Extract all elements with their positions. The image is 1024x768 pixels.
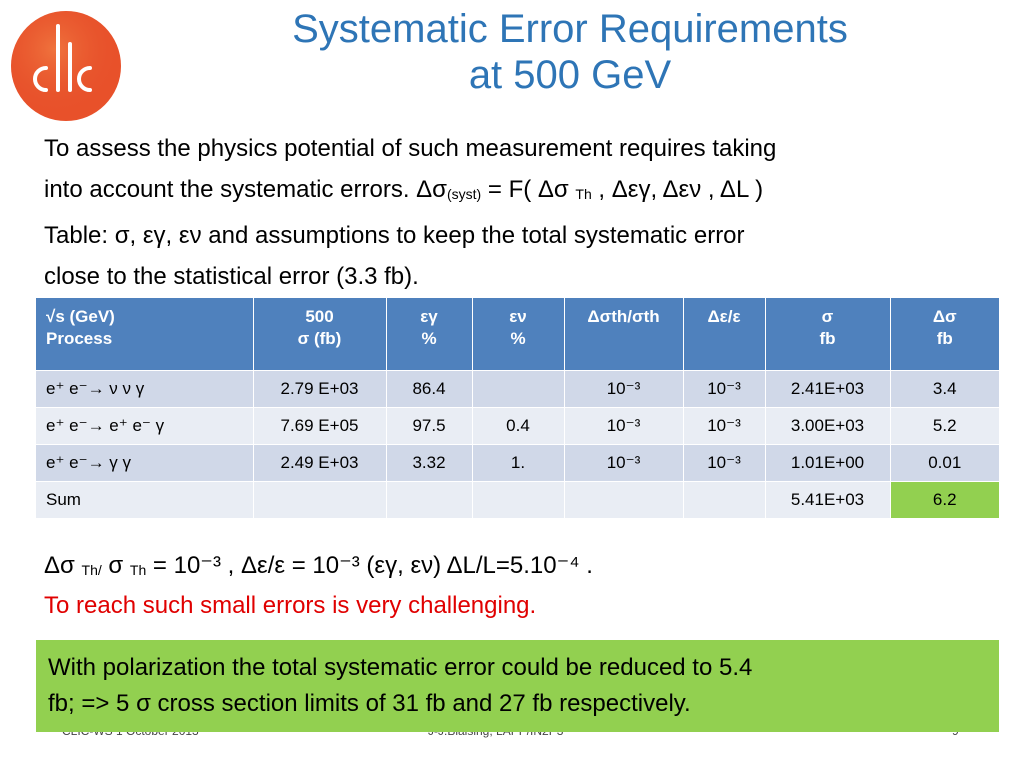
table-cell: 2.41E+03 <box>765 370 890 407</box>
table-cell <box>564 481 683 518</box>
table-cell <box>683 481 765 518</box>
table-cell: 5.2 <box>890 407 999 444</box>
formula-text-a: Δσ <box>44 552 82 579</box>
header-eff-nu-label: εν <box>509 307 527 326</box>
intro-line-2-text-a: into account the systematic errors. Δσ <box>44 176 447 203</box>
table-cell-sum-sigma: 5.41E+03 <box>765 481 890 518</box>
table-cell: 0.4 <box>472 407 564 444</box>
header-500: 500 <box>305 307 334 326</box>
header-sigma-label: σ <box>821 307 834 326</box>
header-eff-nu-unit: % <box>510 329 526 348</box>
header-cross-section <box>253 298 386 370</box>
header-eff-gamma <box>386 298 472 370</box>
header-eff-nu <box>472 298 564 370</box>
table-cell-process: e⁺ e⁻→ ν ν γ <box>36 370 253 407</box>
header-sigma-unit: fb <box>819 329 836 348</box>
table-cell-process: e⁺ e⁻→ γ γ <box>36 444 253 481</box>
header-eff-gamma-label: εγ <box>420 307 438 326</box>
table-cell: 0.01 <box>890 444 999 481</box>
title-line-1: Systematic Error Requirements <box>292 7 848 51</box>
table-cell: 86.4 <box>386 370 472 407</box>
header-dsigma-unit: fb <box>936 329 953 348</box>
intro-line-2-text-b: = F( Δσ <box>481 176 576 203</box>
table-cell <box>253 481 386 518</box>
intro-line-2 <box>44 169 1004 215</box>
table-cell: 10⁻³ <box>683 370 765 407</box>
formula-text-b: σ <box>101 552 130 579</box>
table-header-row <box>36 298 999 370</box>
header-eff-gamma-unit: % <box>421 329 437 348</box>
intro-line-2-subscript-syst: (syst) <box>447 186 482 202</box>
intro-paragraph <box>44 128 1004 297</box>
table-cell: 3.4 <box>890 370 999 407</box>
table-cell: 10⁻³ <box>683 407 765 444</box>
header-energy-process <box>36 298 253 370</box>
table-row <box>36 444 999 481</box>
intro-line-3: Table: σ, εγ, εν and assumptions to keep the total systematic error <box>44 222 745 249</box>
table-row <box>36 370 999 407</box>
table-cell: 10⁻³ <box>564 370 683 407</box>
clic-logo <box>10 10 122 122</box>
header-energy-label: √s (GeV) <box>46 307 115 326</box>
table-cell <box>472 481 564 518</box>
table-cell <box>472 370 564 407</box>
table-cell <box>386 481 472 518</box>
intro-line-1: To assess the physics potential of such measurement requires taking <box>44 135 777 162</box>
systematic-error-table <box>36 298 999 518</box>
header-dsigma-label: Δσ <box>932 307 957 326</box>
table-cell: 7.69 E+05 <box>253 407 386 444</box>
table-row-sum <box>36 481 999 518</box>
table-cell: 2.49 E+03 <box>253 444 386 481</box>
table-cell: 10⁻³ <box>564 407 683 444</box>
header-deps <box>683 298 765 370</box>
table-cell-sum-dsigma-highlight: 6.2 <box>890 481 999 518</box>
formula-subscript-th: Th <box>129 562 147 578</box>
table-cell: 97.5 <box>386 407 472 444</box>
table-cell: 10⁻³ <box>564 444 683 481</box>
header-sigma <box>765 298 890 370</box>
table-cell: 3.00E+03 <box>765 407 890 444</box>
conclusion-line-1: With polarization the total systematic error could be reduced to 5.4 <box>48 654 753 681</box>
header-dsigma-th-label: Δσth/σth <box>587 307 660 326</box>
header-dsigma <box>890 298 999 370</box>
table-cell: 10⁻³ <box>683 444 765 481</box>
title-line-2: at 500 GeV <box>468 53 672 97</box>
intro-line-4: close to the statistical error (3.3 fb). <box>44 263 419 290</box>
conclusion-line-2: fb; => 5 σ cross section limits of 31 fb and 27 fb respectively. <box>48 690 691 717</box>
header-deps-label: Δε/ε <box>707 307 741 326</box>
formula-subscript-th-slash: Th/ <box>81 562 102 578</box>
intro-line-2-text-c: , Δεγ, Δεν , ΔL ) <box>591 176 764 203</box>
table-cell-sum-label: Sum <box>36 481 253 518</box>
assumption-formula <box>44 548 593 588</box>
slide-title <box>140 6 1000 98</box>
conclusion-box <box>36 640 999 732</box>
challenge-warning: To reach such small errors is very challenging. <box>44 592 537 619</box>
formula-text-c: = 10⁻³ , Δε/ε = 10⁻³ (εγ, εν) ΔL/L=5.10⁻⁴ . <box>146 552 593 579</box>
header-process-label: Process <box>46 329 113 348</box>
header-dsigma-th <box>564 298 683 370</box>
table-row <box>36 407 999 444</box>
table-cell: 2.79 E+03 <box>253 370 386 407</box>
header-sigma-fb: σ (fb) <box>297 329 342 348</box>
table-cell-process: e⁺ e⁻→ e⁺ e⁻ γ <box>36 407 253 444</box>
table-cell: 1. <box>472 444 564 481</box>
intro-line-2-subscript-th: Th <box>575 186 592 202</box>
table-cell: 1.01E+00 <box>765 444 890 481</box>
table-cell: 3.32 <box>386 444 472 481</box>
